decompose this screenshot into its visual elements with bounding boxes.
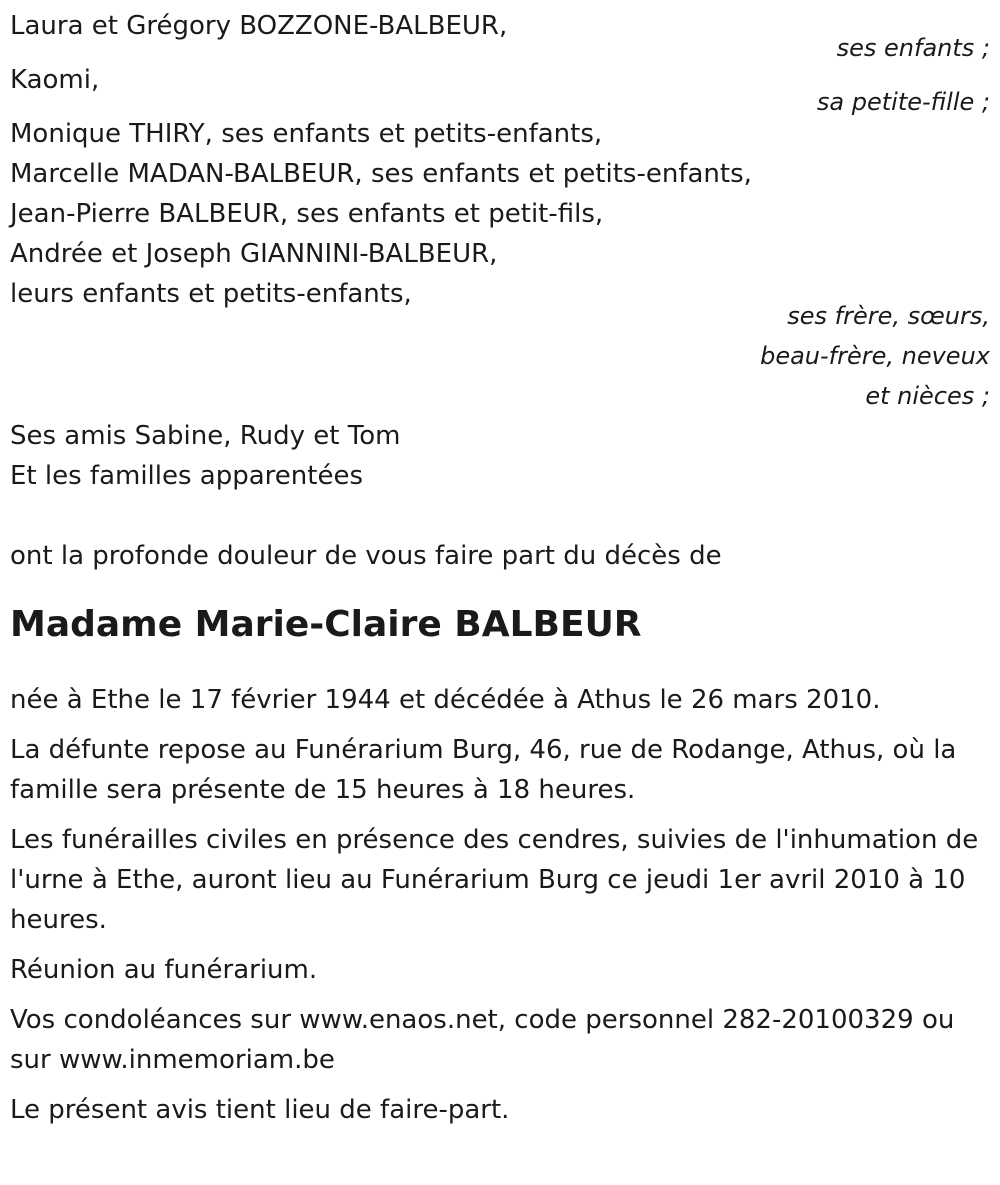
children-names: Laura et Grégory BOZZONE-BALBEUR, xyxy=(10,11,508,41)
grandchild-name: Kaomi, xyxy=(10,65,100,95)
obituary-notice xyxy=(10,6,990,1140)
siblings-role-line: ses frère, sœurs, xyxy=(787,302,990,330)
detail-gathering: Réunion au funérarium. xyxy=(10,955,318,985)
sibling-line: Andrée et Joseph GIANNINI-BALBEUR, xyxy=(10,239,498,269)
siblings-list xyxy=(10,114,990,314)
detail-condolences: Vos condoléances sur www.enaos.net, code personnel 282-20100329 ou sur www.inmemoriam.be xyxy=(10,1005,955,1075)
detail-repose: La défunte repose au Funérarium Burg, 46, rue de Rodange, Athus, où la famille sera présente de 15 heures à 18 heures. xyxy=(10,735,957,805)
detail-birth-death: née à Ethe le 17 février 1944 et décédée à Athus le 26 mars 2010. xyxy=(10,685,881,715)
details xyxy=(10,680,990,1130)
children-role: ses enfants ; xyxy=(836,34,990,62)
siblings-role xyxy=(10,296,990,416)
detail-funeral: Les funérailles civiles en présence des cendres, suivies de l'inhumation de l'urne à Ethe, auront lieu au Funérarium Burg ce jeudi 1er avril 2010 à 10 heures. xyxy=(10,825,979,935)
announcement: ont la profonde douleur de vous faire part du décès de xyxy=(10,541,722,571)
friends-line: Ses amis Sabine, Rudy et Tom xyxy=(10,421,401,451)
sibling-line: Monique THIRY, ses enfants et petits-enfants, xyxy=(10,119,603,149)
sibling-line: leurs enfants et petits-enfants, xyxy=(10,279,412,309)
sibling-line: Jean-Pierre BALBEUR, ses enfants et petit-fils, xyxy=(10,199,604,229)
sibling-line: Marcelle MADAN-BALBEUR, ses enfants et petits-enfants, xyxy=(10,159,752,189)
grandchild-role: sa petite-fille ; xyxy=(816,88,990,116)
relatives-line: Et les familles apparentées xyxy=(10,461,364,491)
siblings-role-line: beau-frère, neveux xyxy=(760,342,990,370)
siblings-role-line: et nièces ; xyxy=(865,382,990,410)
detail-notice: Le présent avis tient lieu de faire-part. xyxy=(10,1095,510,1125)
deceased-name: Madame Marie-Claire BALBEUR xyxy=(10,604,642,645)
